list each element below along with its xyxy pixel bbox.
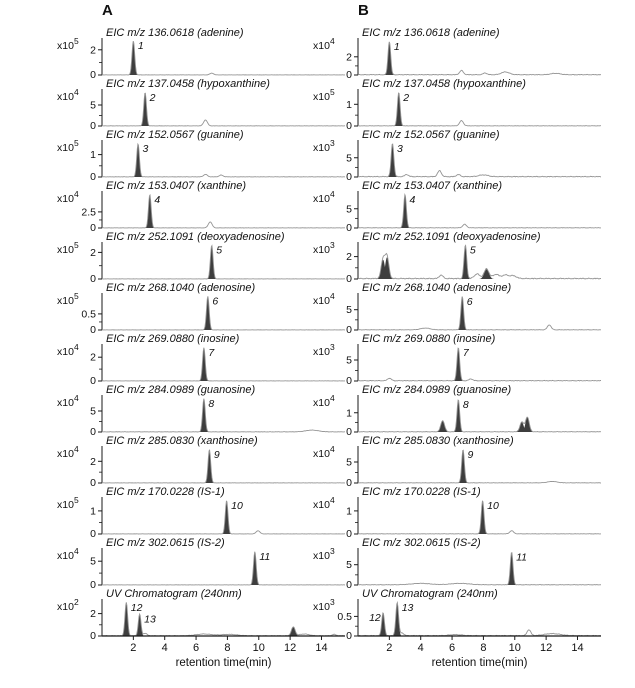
chromatogram-trace bbox=[102, 93, 345, 126]
trace-title: EIC m/z 153.0407 (xanthine) bbox=[362, 180, 503, 192]
y-tick-label: 5 bbox=[90, 555, 96, 568]
x-tick-label: 8 bbox=[224, 642, 231, 654]
trace-title: EIC m/z 269.0880 (inosine) bbox=[362, 333, 496, 345]
chromatogram-row bbox=[312, 130, 601, 181]
x-axis bbox=[56, 640, 345, 684]
chromatogram-trace bbox=[102, 296, 345, 330]
trace-title: EIC m/z 284.0989 (guanosine) bbox=[362, 384, 512, 396]
y-zero-label: 0 bbox=[90, 579, 96, 589]
peak-number-label: 3 bbox=[396, 142, 403, 155]
peak-number-label: 12 bbox=[369, 611, 381, 624]
y-tick-label: 1 bbox=[90, 505, 96, 518]
y-tick-label: 5 bbox=[90, 405, 96, 418]
chromatogram-row bbox=[56, 28, 345, 79]
trace-title: EIC m/z 269.0880 (inosine) bbox=[106, 333, 240, 345]
x-tick-label: 2 bbox=[386, 642, 393, 654]
y-tick-label: 2 bbox=[90, 44, 96, 57]
y-zero-label: 0 bbox=[90, 222, 96, 232]
y-zero-label: 0 bbox=[90, 171, 96, 181]
chromatogram-trace bbox=[102, 399, 345, 432]
trace-title: EIC m/z 302.0615 (IS-2) bbox=[106, 537, 225, 549]
peak-number-label: 13 bbox=[401, 601, 414, 614]
y-zero-label: 0 bbox=[346, 630, 352, 640]
panel-a-label: A bbox=[102, 2, 113, 19]
trace-title: EIC m/z 152.0567 (guanine) bbox=[362, 129, 500, 141]
chromatogram-row bbox=[312, 283, 601, 334]
y-tick-label: 5 bbox=[90, 99, 96, 112]
y-scale-label: $x10^5$ bbox=[57, 291, 79, 307]
peak-number-label: 2 bbox=[149, 91, 156, 104]
y-scale-label: $x10^4$ bbox=[313, 291, 335, 307]
trace-title: EIC m/z 137.0458 (hypoxanthine) bbox=[362, 78, 526, 90]
y-zero-label: 0 bbox=[90, 120, 96, 130]
y-tick-label: 5 bbox=[346, 152, 352, 165]
y-scale-label: $x10^4$ bbox=[57, 393, 79, 409]
y-scale-label: $x10^5$ bbox=[57, 36, 79, 52]
x-tick-label: 14 bbox=[571, 642, 584, 654]
chromatogram-row bbox=[312, 28, 601, 79]
x-tick-label: 6 bbox=[449, 642, 456, 654]
trace-title: EIC m/z 268.1040 (adenosine) bbox=[362, 282, 512, 294]
chromatogram-row bbox=[56, 385, 345, 436]
panel-b bbox=[312, 2, 601, 686]
peak-number-label: 6 bbox=[212, 295, 219, 308]
y-tick-label: 5 bbox=[346, 559, 352, 572]
y-scale-label: $x10^3$ bbox=[313, 597, 335, 613]
chromatogram-trace bbox=[358, 400, 601, 432]
chromatogram-trace bbox=[358, 450, 601, 483]
trace-title: EIC m/z 302.0615 (IS-2) bbox=[362, 537, 481, 549]
trace-title: EIC m/z 136.0618 (adenine) bbox=[362, 27, 500, 39]
peak-number-label: 11 bbox=[259, 550, 271, 563]
y-zero-label: 0 bbox=[90, 528, 96, 538]
x-tick-label: 4 bbox=[161, 642, 168, 654]
peak-number-label: 5 bbox=[216, 244, 223, 257]
y-scale-label: $x10^4$ bbox=[313, 444, 335, 460]
chromatogram-trace bbox=[358, 297, 601, 331]
peak-number-label: 7 bbox=[462, 346, 469, 359]
chromatogram-trace bbox=[358, 245, 601, 278]
y-zero-label: 0 bbox=[346, 528, 352, 538]
chromatogram-row bbox=[56, 232, 345, 283]
y-tick-label: 5 bbox=[346, 354, 352, 367]
peak-number-label: 8 bbox=[462, 398, 469, 411]
x-tick-label: 2 bbox=[130, 642, 137, 654]
y-scale-label: $x10^4$ bbox=[57, 342, 79, 358]
chromatogram-row bbox=[312, 232, 601, 283]
chromatogram-row bbox=[312, 385, 601, 436]
trace-title: EIC m/z 268.1040 (adenosine) bbox=[106, 282, 256, 294]
trace-title: EIC m/z 284.0989 (guanosine) bbox=[106, 384, 256, 396]
chromatogram-row bbox=[56, 589, 345, 640]
y-scale-label: $x10^4$ bbox=[313, 495, 335, 511]
y-zero-label: 0 bbox=[346, 477, 352, 487]
y-tick-label: 2 bbox=[90, 455, 96, 468]
y-scale-label: $x10^3$ bbox=[313, 342, 335, 358]
y-tick-label: 0.5 bbox=[337, 610, 352, 623]
y-scale-label: $x10^5$ bbox=[313, 87, 335, 103]
y-zero-label: 0 bbox=[90, 324, 96, 334]
chromatogram-row bbox=[312, 589, 601, 640]
x-tick-label: 10 bbox=[252, 642, 265, 654]
trace-title: EIC m/z 252.1091 (deoxyadenosine) bbox=[106, 231, 285, 243]
peak-number-label: 3 bbox=[142, 143, 149, 156]
chromatogram-trace bbox=[102, 246, 345, 279]
trace-title: EIC m/z 170.0228 (IS-1) bbox=[362, 486, 481, 498]
y-tick-label: 2 bbox=[90, 608, 96, 621]
chromatogram-row bbox=[56, 334, 345, 385]
y-tick-label: 1 bbox=[90, 149, 96, 162]
trace-title: UV Chromatogram (240nm) bbox=[362, 588, 498, 600]
chromatogram-trace bbox=[102, 195, 345, 228]
chromatogram-trace bbox=[358, 553, 601, 585]
chromatogram-trace bbox=[358, 501, 601, 534]
y-tick-label: 1 bbox=[346, 505, 352, 518]
peak-shape bbox=[477, 269, 496, 279]
y-tick-label: 2 bbox=[90, 246, 96, 259]
y-zero-label: 0 bbox=[346, 324, 352, 334]
peak-shape bbox=[435, 421, 450, 432]
peak-number-label: 2 bbox=[403, 91, 410, 104]
y-scale-label: $x10^4$ bbox=[313, 393, 335, 409]
y-zero-label: 0 bbox=[346, 273, 352, 283]
x-tick-label: 4 bbox=[417, 642, 424, 654]
chromatogram-row bbox=[56, 487, 345, 538]
y-scale-label: $x10^4$ bbox=[57, 546, 79, 562]
y-scale-label: $x10^3$ bbox=[313, 546, 335, 562]
chromatogram-row bbox=[56, 538, 345, 589]
y-tick-label: 2 bbox=[90, 351, 96, 364]
peak-number-label: 10 bbox=[487, 499, 499, 512]
peak-number-label: 13 bbox=[144, 613, 156, 626]
y-zero-label: 0 bbox=[90, 69, 96, 79]
y-zero-label: 0 bbox=[90, 273, 96, 283]
chromatogram-row bbox=[56, 436, 345, 487]
peak-number-label: 7 bbox=[208, 346, 215, 359]
chromatogram-trace bbox=[102, 348, 345, 381]
y-zero-label: 0 bbox=[346, 120, 352, 130]
chromatogram-trace bbox=[102, 501, 345, 534]
y-scale-label: $x10^5$ bbox=[57, 495, 79, 511]
trace-title: EIC m/z 285.0830 (xanthosine) bbox=[362, 435, 514, 447]
y-tick-label: 5 bbox=[346, 203, 352, 216]
peak-number-label: 8 bbox=[208, 397, 215, 410]
y-tick-label: 1 bbox=[346, 98, 352, 111]
y-zero-label: 0 bbox=[90, 375, 96, 385]
chromatogram-row bbox=[312, 538, 601, 589]
y-zero-label: 0 bbox=[346, 375, 352, 385]
y-tick-label: 2.5 bbox=[81, 206, 96, 219]
y-scale-label: $x10^4$ bbox=[57, 87, 79, 103]
trace-title: EIC m/z 170.0228 (IS-1) bbox=[106, 486, 225, 498]
peak-number-label: 4 bbox=[154, 193, 161, 206]
trace-title: EIC m/z 152.0567 (guanine) bbox=[106, 129, 244, 141]
trace-title: EIC m/z 136.0618 (adenine) bbox=[106, 27, 244, 39]
x-tick-label: 14 bbox=[315, 642, 328, 654]
trace-title: UV Chromatogram (240nm) bbox=[106, 588, 242, 600]
y-zero-label: 0 bbox=[90, 426, 96, 436]
chromatogram-trace bbox=[358, 603, 601, 636]
chromatogram-row bbox=[312, 181, 601, 232]
chromatogram-row bbox=[312, 436, 601, 487]
y-zero-label: 0 bbox=[346, 69, 352, 79]
x-axis bbox=[312, 640, 601, 684]
x-tick-label: 8 bbox=[480, 642, 487, 654]
trace-title: EIC m/z 153.0407 (xanthine) bbox=[106, 180, 247, 192]
y-scale-label: $x10^5$ bbox=[57, 138, 79, 154]
x-axis-title: retention time(min) bbox=[431, 657, 528, 669]
y-scale-label: $x10^4$ bbox=[313, 189, 335, 205]
x-axis-title: retention time(min) bbox=[175, 657, 272, 669]
x-tick-label: 12 bbox=[284, 642, 297, 654]
x-tick-label: 12 bbox=[540, 642, 553, 654]
chromatogram-trace bbox=[358, 93, 601, 126]
y-scale-label: $x10^2$ bbox=[57, 597, 79, 613]
panel-b-rows bbox=[312, 28, 601, 684]
trace-title: EIC m/z 252.1091 (deoxyadenosine) bbox=[362, 231, 541, 243]
peak-number-label: 9 bbox=[467, 448, 474, 461]
chromatogram-row bbox=[56, 130, 345, 181]
y-tick-label: 5 bbox=[346, 304, 352, 317]
y-zero-label: 0 bbox=[346, 171, 352, 181]
y-zero-label: 0 bbox=[346, 426, 352, 436]
x-tick-label: 10 bbox=[508, 642, 521, 654]
y-tick-label: 0.5 bbox=[81, 308, 96, 321]
peak-number-label: 6 bbox=[466, 295, 473, 308]
y-scale-label: $x10^3$ bbox=[313, 138, 335, 154]
y-zero-label: 0 bbox=[346, 579, 352, 589]
peak-number-label: 12 bbox=[130, 601, 143, 614]
chromatogram-row bbox=[312, 79, 601, 130]
y-tick-label: 2 bbox=[346, 51, 352, 64]
y-scale-label: $x10^4$ bbox=[313, 36, 335, 52]
peak-number-label: 1 bbox=[393, 40, 400, 53]
y-tick-label: 2 bbox=[346, 251, 352, 264]
y-scale-label: $x10^5$ bbox=[57, 240, 79, 256]
peak-number-label: 11 bbox=[516, 551, 528, 564]
y-scale-label: $x10^3$ bbox=[313, 240, 335, 256]
chromatogram-row bbox=[56, 181, 345, 232]
trace-title: EIC m/z 137.0458 (hypoxanthine) bbox=[106, 78, 270, 90]
peak-number-label: 5 bbox=[469, 244, 476, 257]
panel-a-rows bbox=[56, 28, 345, 684]
peak-number-label: 4 bbox=[409, 193, 416, 206]
chromatogram-trace bbox=[358, 195, 601, 228]
chromatogram-trace bbox=[102, 552, 345, 585]
peak-number-label: 1 bbox=[137, 40, 144, 53]
peak-number-label: 10 bbox=[231, 499, 243, 512]
y-scale-label: $x10^4$ bbox=[57, 189, 79, 205]
panel-b-label: B bbox=[358, 2, 369, 19]
chromatogram-row bbox=[56, 79, 345, 130]
x-tick-label: 6 bbox=[193, 642, 200, 654]
panel-a bbox=[56, 2, 345, 686]
y-scale-label: $x10^4$ bbox=[57, 444, 79, 460]
y-zero-label: 0 bbox=[90, 477, 96, 487]
peak-number-label: 9 bbox=[213, 448, 220, 461]
y-zero-label: 0 bbox=[346, 222, 352, 232]
chromatogram-trace bbox=[102, 450, 345, 483]
y-zero-label: 0 bbox=[90, 630, 96, 640]
trace-title: EIC m/z 285.0830 (xanthosine) bbox=[106, 435, 258, 447]
chromatogram-row bbox=[312, 334, 601, 385]
chromatogram-row bbox=[56, 283, 345, 334]
y-tick-label: 5 bbox=[346, 456, 352, 469]
chromatogram-trace bbox=[358, 348, 601, 381]
y-tick-label: 1 bbox=[346, 407, 352, 420]
chromatogram-row bbox=[312, 487, 601, 538]
